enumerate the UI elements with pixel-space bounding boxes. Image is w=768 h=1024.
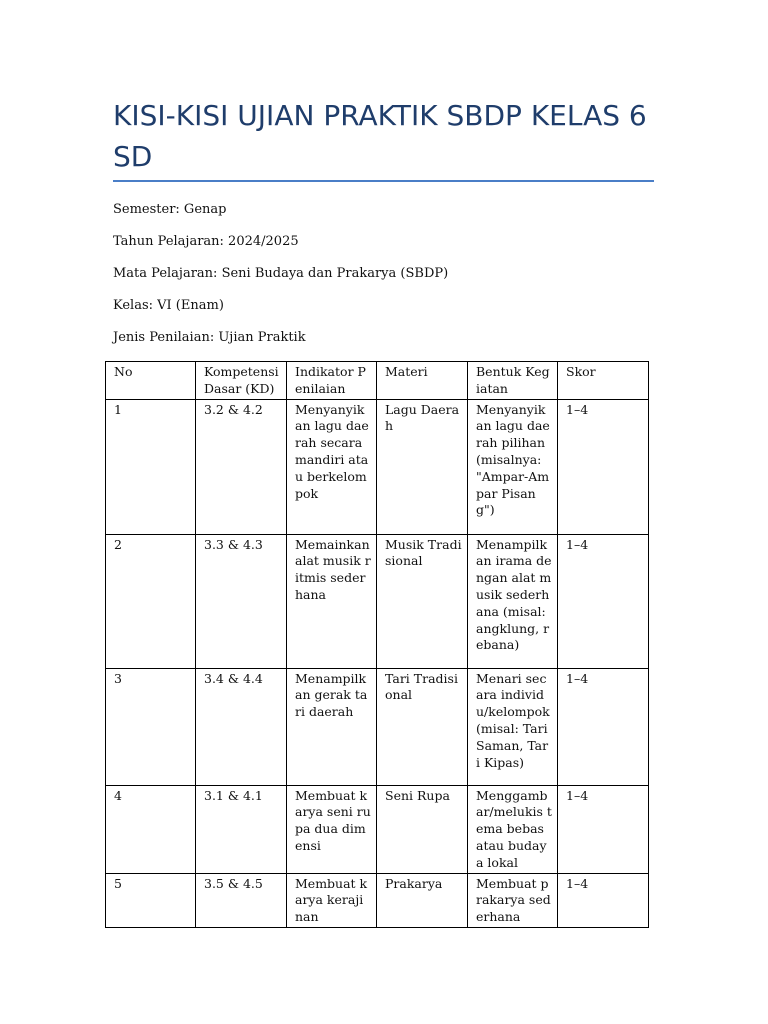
cell-indikator: Memainkan alat musik ritmis sederhana	[287, 534, 377, 668]
cell-bentuk-kegiatan: Menampilkan irama dengan alat musik sederhana (misal: angklung, rebana)	[468, 534, 558, 668]
header-cell-kompetensi-dasar: Kompetensi Dasar (KD)	[196, 362, 287, 400]
cell-kompetensi-dasar: 3.5 & 4.5	[196, 873, 287, 927]
cell-kompetensi-dasar: 3.3 & 4.3	[196, 534, 287, 668]
cell-bentuk-kegiatan: Menggambar/melukis tema bebas atau budaya lokal	[468, 785, 558, 873]
cell-materi: Musik Tradisional	[377, 534, 468, 668]
title-underline	[113, 180, 654, 182]
cell-skor: 1–4	[558, 785, 649, 873]
cell-skor: 1–4	[558, 399, 649, 534]
meta-tahun-pelajaran: Tahun Pelajaran: 2024/2025	[113, 234, 299, 249]
cell-materi: Seni Rupa	[377, 785, 468, 873]
cell-indikator: Membuat karya kerajinan	[287, 873, 377, 927]
meta-kelas: Kelas: VI (Enam)	[113, 298, 224, 313]
cell-indikator: Menampilkan gerak tari daerah	[287, 668, 377, 785]
meta-mata-pelajaran: Mata Pelajaran: Seni Budaya dan Prakarya (SBDP)	[113, 266, 449, 281]
cell-bentuk-kegiatan: Menari secara individu/kelompok (misal: Tari Saman, Tari Kipas)	[468, 668, 558, 785]
kisi-kisi-table	[105, 361, 649, 928]
table-header-row	[106, 362, 649, 400]
table-row	[106, 534, 649, 668]
header-cell-skor: Skor	[558, 362, 649, 400]
cell-indikator: Membuat karya seni rupa dua dimensi	[287, 785, 377, 873]
cell-bentuk-kegiatan: Menyanyikan lagu daerah pilihan (misalnya: "Ampar-Ampar Pisang")	[468, 399, 558, 534]
header-cell-materi: Materi	[377, 362, 468, 400]
cell-indikator: Menyanyikan lagu daerah secara mandiri atau berkelompok	[287, 399, 377, 534]
meta-jenis-penilaian: Jenis Penilaian: Ujian Praktik	[113, 330, 306, 345]
cell-no: 5	[106, 873, 196, 927]
cell-no: 1	[106, 399, 196, 534]
cell-kompetensi-dasar: 3.4 & 4.4	[196, 668, 287, 785]
cell-skor: 1–4	[558, 534, 649, 668]
cell-no: 2	[106, 534, 196, 668]
cell-bentuk-kegiatan: Membuat prakarya sederhana	[468, 873, 558, 927]
table-row	[106, 785, 649, 873]
cell-skor: 1–4	[558, 873, 649, 927]
table-row	[106, 873, 649, 927]
header-cell-bentuk-kegiatan: Bentuk Kegiatan	[468, 362, 558, 400]
document-title: KISI-KISI UJIAN PRAKTIK SBDP KELAS 6 SD	[113, 99, 647, 173]
cell-materi: Prakarya	[377, 873, 468, 927]
cell-kompetensi-dasar: 3.1 & 4.1	[196, 785, 287, 873]
meta-semester: Semester: Genap	[113, 202, 227, 217]
table-row	[106, 399, 649, 534]
cell-no: 3	[106, 668, 196, 785]
cell-skor: 1–4	[558, 668, 649, 785]
table-row	[106, 668, 649, 785]
header-cell-indikator-penilaian: Indikator Penilaian	[287, 362, 377, 400]
header-cell-no: No	[106, 362, 196, 400]
cell-materi: Tari Tradisional	[377, 668, 468, 785]
cell-materi: Lagu Daerah	[377, 399, 468, 534]
cell-no: 4	[106, 785, 196, 873]
cell-kompetensi-dasar: 3.2 & 4.2	[196, 399, 287, 534]
